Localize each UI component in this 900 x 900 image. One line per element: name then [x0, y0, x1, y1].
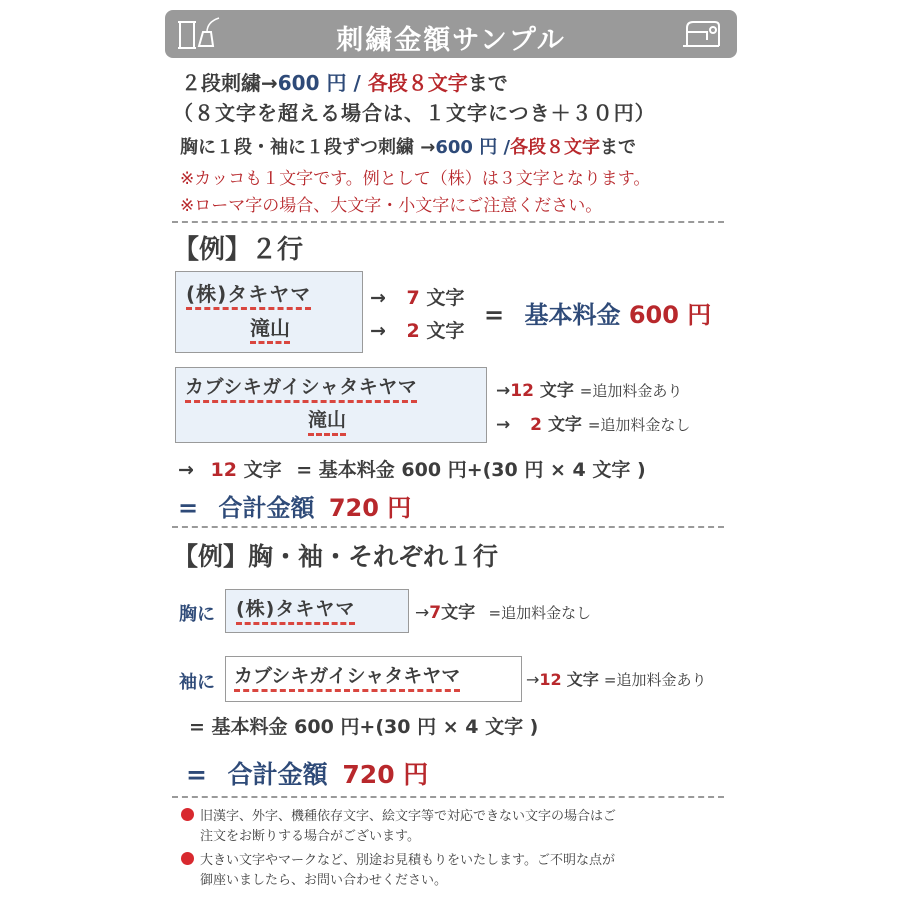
note-romaji: ※ローマ字の場合、大文字・小文字にご注意ください。	[180, 196, 603, 216]
rule-line-3	[180, 133, 636, 159]
example-1-calc: → 12 文字 = 基本料金 600 円+(30 円 × 4 文字 )	[178, 459, 646, 481]
divider	[172, 221, 724, 223]
example-1-box-2	[175, 367, 487, 443]
divider	[172, 796, 724, 798]
sleeve-label: 袖に	[179, 672, 215, 693]
rule-line-3-prefix: 胸に１段・袖に１段ずつ刺繍 →	[180, 137, 436, 158]
rule-line-1-limit: 各段８文字	[367, 71, 468, 95]
divider	[172, 526, 724, 528]
box-1-line-1: (株)タキヤマ	[186, 282, 311, 310]
example-2-calc: = 基本料金 600 円+(30 円 × 4 文字 )	[189, 716, 539, 738]
sleeve-text: カブシキガイシャタキヤマ	[234, 665, 460, 692]
box-2-line-2: 滝山	[308, 409, 346, 436]
page-title: 刺繍金額サンプル	[336, 25, 566, 56]
example-1-box-1	[175, 271, 363, 353]
box-1-count-2: → 2 文字	[370, 320, 465, 342]
rule-line-1-prefix: ２段刺繍→	[181, 71, 278, 95]
box-1-result: = 基本料金 600 円	[484, 301, 712, 329]
chest-label: 胸に	[179, 604, 215, 625]
bullet-dot-icon	[181, 808, 194, 821]
chest-text: (株)タキヤマ	[236, 598, 355, 625]
box-2-count-2: → 2 文字 =追加料金なし	[496, 415, 691, 435]
note-parentheses: ※カッコも１文字です。例として（株）は３文字となります。	[180, 169, 651, 189]
sleeve-text-box	[225, 656, 522, 702]
box-2-line-1: カブシキガイシャタキヤマ	[185, 376, 417, 403]
title-banner	[165, 10, 737, 58]
bullet-dot-icon	[181, 852, 194, 865]
example-2-heading: 【例】胸・袖・それぞれ１行	[173, 542, 499, 571]
footer-note-1: 旧漢字、外字、機種依存文字、絵文字等で対応できない文字の場合はご 注文をお断りする場合がございます。	[181, 807, 616, 847]
rule-line-1	[181, 67, 508, 96]
sleeve-count: →12 文字 =追加料金あり	[526, 670, 707, 689]
rule-line-3-suffix: まで	[600, 137, 637, 158]
box-2-count-1: →12 文字 =追加料金あり	[496, 381, 683, 401]
rule-line-2: （８文字を超える場合は、１文字につき＋３０円）	[173, 101, 656, 125]
example-1-total: = 合計金額 720 円	[178, 494, 412, 522]
rule-line-3-limit: 各段８文字	[510, 137, 601, 158]
box-1-line-2: 滝山	[250, 316, 290, 344]
rule-line-1-suffix: まで	[467, 71, 508, 95]
chest-count: →7文字 =追加料金なし	[415, 603, 592, 623]
sewing-machine-icon	[679, 16, 723, 52]
chest-text-box	[225, 589, 409, 633]
box-1-count-1: → 7 文字	[370, 287, 465, 309]
footer-note-2: 大きい文字やマークなど、別途お見積もりをいたします。ご不明な点が 御座いましたら、お問い合わせください。	[181, 851, 615, 891]
example-2-total: = 合計金額 720 円	[186, 760, 429, 789]
rule-line-1-price: 600 円 /	[277, 71, 361, 95]
example-1-heading: 【例】２行	[173, 235, 304, 265]
rule-line-3-price: 600 円 /	[435, 137, 511, 158]
